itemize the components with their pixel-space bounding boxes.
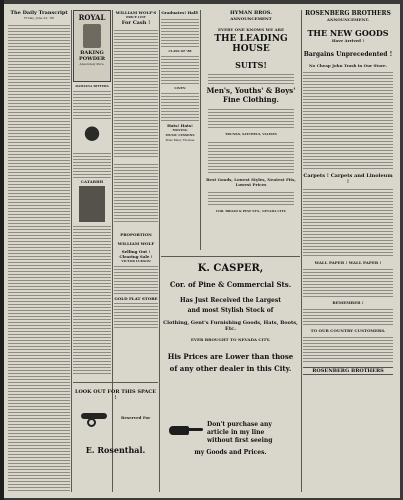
rosenberg-name: ROSENBERG BROTHERS (305, 10, 391, 17)
pointing-hand-icon (169, 423, 203, 437)
remember-heading: REMEMBER ! (332, 300, 364, 305)
casper-ever-brought: EVER BROUGHT TO NEVADA CITY. (190, 337, 271, 342)
gold-flat-store-heading: GOLD FLAT STORE (114, 296, 158, 301)
portrait-illustration (79, 186, 105, 222)
hyman-closing-text (208, 190, 294, 206)
class-text (161, 54, 199, 84)
hyman-bros-ad (202, 10, 300, 250)
wolf-price-text (114, 162, 158, 222)
carpets-text (303, 187, 393, 257)
catarrh-heading: CATARRH (80, 179, 104, 184)
royal-line2: POWDER (78, 56, 106, 62)
rosenberg-announcement: ANNOUNCEMENT. (326, 17, 370, 22)
bargains-heading: Bargains Unprecedented ! (303, 51, 393, 58)
royal-brand: ROYAL (78, 13, 106, 22)
medicine-ads-text (73, 224, 111, 374)
date-line: Friday, June 23, '88 (24, 16, 54, 20)
casper-prices-lower: His Prices are Lower than those (167, 352, 294, 361)
rosenberg-brothers-ad (303, 10, 393, 492)
casper-without-line: without first seeing (207, 437, 273, 444)
wall-paper-heading: WALL PAPER ! WALL PAPER ! (314, 260, 382, 265)
no-cheap-john: No Cheap John Trash in Our Store. (308, 63, 387, 68)
clearing-sale-heading: Clearing Sale ! (119, 254, 153, 259)
column-local-news (8, 10, 70, 492)
linen-heading: LINEN (174, 86, 186, 90)
linen-text (161, 91, 199, 121)
proportion-heading: PROPORTION (120, 232, 152, 237)
casper-stylish-stock: and most Stylish Stock of (187, 307, 274, 314)
country-customers-heading: TO OUR COUNTRY CUSTOMERS. (310, 328, 386, 333)
selling-out-heading: Selling Out ! (121, 249, 151, 254)
furnishing-text (208, 107, 294, 129)
look-out-heading: LOOK OUT FOR THIS SPACE ! (74, 389, 157, 401)
casper-dont-line: Don't purchase any (207, 421, 272, 428)
hyman-name: HYMAN BROS. (230, 10, 272, 16)
casper-article-line: article in my line (207, 429, 265, 436)
column-rule (159, 10, 160, 492)
moving-heading: MOVING (172, 128, 188, 132)
fine-clothing-heading: Men's, Youths' & Boys' Fine Clothing. (206, 86, 296, 104)
royal-tag: Absolutely Pure. (79, 62, 105, 66)
rosenthal-name: E. Rosenthal. (85, 445, 146, 455)
wolf-for-cash: For Cash ! (121, 20, 151, 26)
every-one-knows: EVERY ONE KNOWS WE ARE (217, 27, 285, 32)
rosenthal-reserved-ad (73, 382, 158, 492)
country-customers-text (303, 335, 393, 363)
victor-lukson: VICTOR LUKSON (121, 259, 151, 263)
suits-intro-text (208, 72, 294, 84)
casper-other-dealer: of any other dealer in this City. (169, 364, 292, 373)
rosenberg-footer: ROSENBERG BROTHERS (303, 367, 393, 375)
rosenberg-goods-list (303, 70, 393, 170)
mary-thomas: Miss Mary Thomas (165, 138, 195, 142)
cannon-illustration (81, 409, 111, 427)
graduates-text (161, 17, 199, 47)
bitters-text (73, 89, 111, 119)
trunks-line: TRUNKS, SATCHELS, VALISES (225, 132, 277, 136)
graduates-heading: Graduates! Hall! (161, 10, 199, 15)
have-arrived: Have Arrived ! (331, 38, 365, 43)
casper-goods-line: Clothing, Gent's Furnishing Goods, Hats, Boots, Etc. (163, 320, 298, 332)
wall-paper-text (303, 267, 393, 297)
casper-my-goods: my Goods and Prices. (194, 449, 267, 456)
casper-name: K. CASPER, (197, 263, 264, 274)
new-goods-heading: THE NEW GOODS (307, 28, 389, 38)
eagle-ad-text (73, 151, 111, 179)
baking-powder-can-image (83, 24, 101, 48)
column-rule (71, 10, 72, 492)
casper-just-received: Has Just Received the Largest (179, 297, 282, 304)
reserved-for: Reserved For (121, 415, 151, 420)
casper-corner: Cor. of Pine & Commercial Sts. (169, 280, 292, 289)
class-of-88: CLASS OF '88 (168, 49, 192, 53)
clearing-sale-text (114, 264, 158, 294)
column-rule (301, 10, 302, 492)
gold-flat-store-text (114, 301, 158, 329)
carpets-heading: Carpets ! Carpets and Linoleum ! (303, 173, 393, 185)
suits-heading: SUITS! (235, 60, 267, 70)
casper-dont-purchase (207, 421, 272, 445)
paper-title: The Daily Transcript (10, 10, 68, 16)
hats-heading: Hats! Hats! (167, 123, 193, 128)
music-lessons-heading: MUSIC LESSONS (165, 133, 195, 137)
eagle-illustration (78, 122, 106, 148)
bitters-heading: DAMIANA BITTERS (75, 84, 109, 88)
remember-text (303, 307, 393, 325)
newspaper-scan (4, 4, 400, 498)
column-rule (200, 10, 201, 250)
wolf-price-table (114, 28, 158, 158)
column-graduates (161, 10, 199, 250)
best-goods-line: Best Goods, Lowest Styles, Neatest Fits, Lowest Prices (206, 177, 296, 187)
hyman-address: COR. BROAD & PINE STS., NEVADA CITY. (215, 209, 287, 213)
royal-baking-powder-ad (73, 10, 111, 82)
wolf-notice-heading: WILLIAM WOLF (117, 241, 155, 246)
royal-line1: BAKING (80, 50, 104, 56)
wolf-name: WILLIAM WOLF'S (115, 10, 157, 15)
k-casper-ad (161, 256, 300, 492)
local-news-text-block (8, 23, 70, 492)
leading-house-heading: THE LEADING HOUSE (214, 34, 288, 54)
wolf-price-list-heading: PRICE LIST (126, 15, 146, 19)
hyman-announcement: ANNOUNCEMENT (230, 16, 272, 21)
hyman-body-text (208, 140, 294, 174)
